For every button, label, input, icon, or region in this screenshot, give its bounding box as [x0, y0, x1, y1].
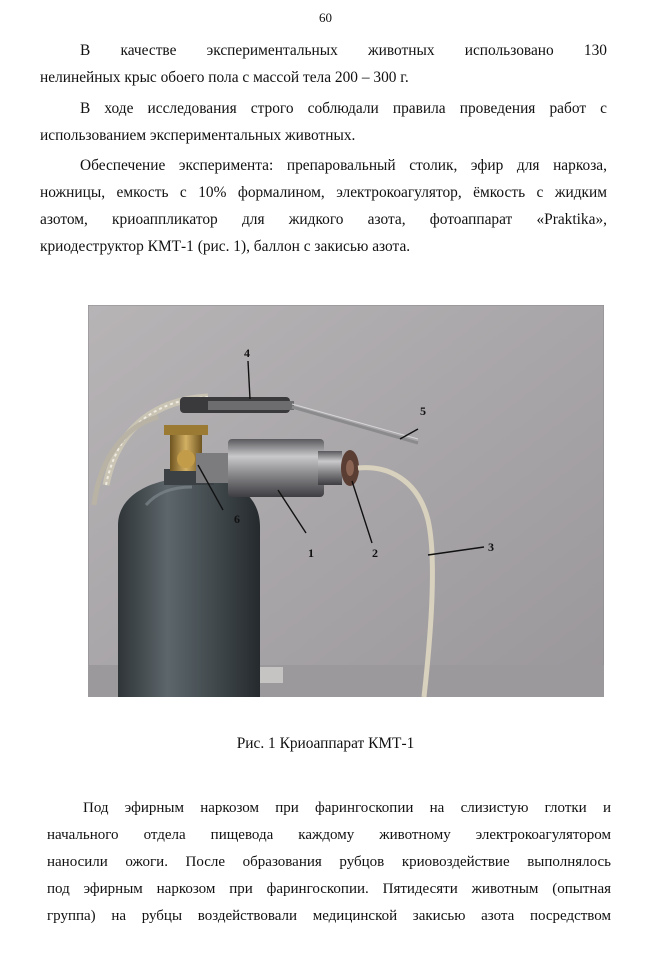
text-line: нелинейных крыс обоего пола с массой тела 200 – 300 г.: [40, 69, 409, 86]
flange: [341, 450, 359, 486]
paragraph-animals: [40, 37, 607, 91]
cryo-apparatus-photo: [88, 305, 604, 697]
figure-label: 6: [234, 512, 240, 526]
text-line: азотом, криоаппликатор для жидкого азота, фотоаппарат «Praktika»,: [40, 211, 607, 228]
text-line: начального отдела пищевода каждому животному электрокоагулятором: [47, 827, 611, 843]
paragraph-procedure: [47, 795, 611, 930]
figure-label: 5: [420, 404, 426, 418]
text-line: наносили ожоги. После образования рубцов криовоздействие выполнялось: [47, 854, 611, 870]
figure-label: 2: [372, 546, 378, 560]
text-line: Обеспечение эксперимента: препаровальный столик, эфир для наркоза,: [80, 157, 607, 174]
figure-label: 4: [244, 346, 250, 360]
figure-label: 1: [308, 546, 314, 560]
text-line: Под эфирным наркозом при фарингоскопии на слизистую глотки и: [83, 800, 611, 816]
figure-caption: Рис. 1 Криоаппарат КМТ-1: [236, 735, 415, 752]
text-line: ножницы, емкость с 10% формалином, электрокоагулятор, ёмкость с жидким: [40, 184, 607, 201]
figure-label: 3: [488, 540, 494, 554]
page-number: 60: [319, 10, 332, 25]
text-line: группа) на рубцы воздействовали медицинской закисью азота посредством: [47, 908, 611, 924]
text-line: использованием экспериментальных животных.: [40, 127, 356, 144]
text-line: В ходе исследования строго соблюдали правила проведения работ с: [80, 100, 607, 117]
gas-cylinder: [118, 469, 260, 697]
text-line: криодеструктор КМТ-1 (рис. 1), баллон с закисью азота.: [40, 238, 411, 255]
paragraph-rules: [40, 95, 607, 149]
text-line: под эфирным наркозом при фарингоскопии. Пятидесяти животным (опытная: [47, 881, 611, 897]
paragraph-equipment: [40, 152, 607, 260]
text-line: В качестве экспериментальных животных использовано 130: [80, 42, 607, 59]
